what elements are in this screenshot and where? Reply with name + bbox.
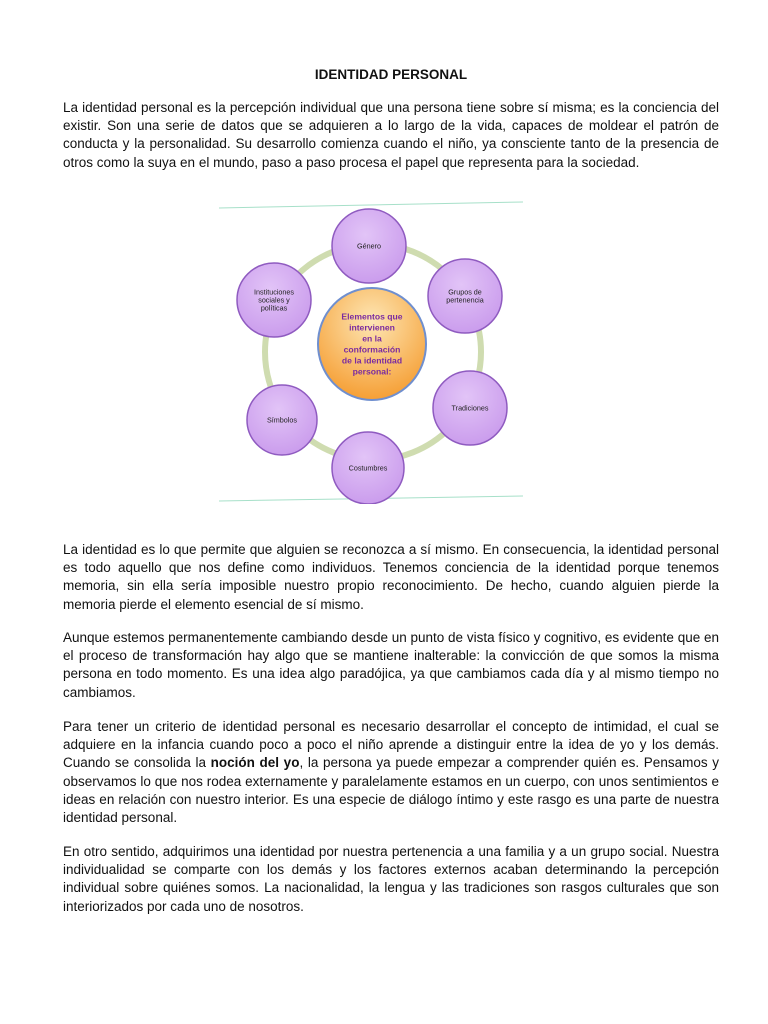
diagram-node-label: Instituciones (254, 287, 294, 297)
diagram-node-label: pertenencia (446, 295, 484, 305)
center-label-line: conformación (343, 344, 401, 355)
diagram-node-tradiciones (433, 371, 507, 445)
center-label-line: de la identidad (341, 355, 403, 366)
document-title: IDENTIDAD PERSONAL (314, 67, 468, 82)
diagram-node-label: Tradiciones (451, 403, 489, 413)
diagram-node-label: Grupos de (448, 287, 482, 297)
top-accent-line (219, 202, 523, 208)
paragraph-1: La identidad personal es la percepción individual que una persona tiene sobre sí misma; es la conciencia del existir. Son una serie de datos que se adquieren a lo largo de la vida, capaces de moldear el patrón de conducta y la personalidad. Su desarrollo comienza cuando el niño, ya consciente tanto de la presencia de otros como la suya en el mundo, paso a paso procesa el papel que representa para la sociedad. (63, 100, 719, 170)
diagram-node-label: sociales y (258, 295, 290, 305)
center-label-line: Elementos que (341, 311, 403, 322)
diagram-node-label: políticas (260, 303, 288, 313)
diagram-node-label: Género (357, 241, 381, 251)
paragraph-3: Aunque estemos permanentemente cambiando desde un punto de vista físico y cognitivo, es evidente que en el proceso de transformación hay algo que se mantiene inalterable: la convicción de que somos la misma persona en todo momento. Es una idea algo paradójica, ya que cambiamos cada día y al mismo tiempo no cambiamos. (63, 630, 719, 700)
diagram-node-instituciones (237, 263, 311, 337)
paragraph-4-text-after: , la persona ya puede empezar a comprender quién es. Pensamos y observamos lo que nos rodea externamente y paralelamente estamos en un cuerpo, con unos sentimientos e ideas en relación con nuestro interior. Es una especie de diálogo íntimo y este rasgo es una parte de nuestra identidad personal. (63, 755, 719, 826)
center-label-line: intervienen (349, 322, 395, 333)
diagram-node-label: Costumbres (348, 463, 388, 473)
identity-elements-diagram (219, 198, 523, 504)
center-element (318, 288, 426, 400)
center-label-line: en la (362, 333, 382, 344)
diagram-node-label: Símbolos (267, 415, 297, 425)
diagram-node-genero (332, 209, 406, 283)
paragraph-4 (63, 718, 719, 827)
diagram-node-grupos-de-pertenencia (428, 259, 502, 333)
paragraph-5: En otro sentido, adquirimos una identidad por nuestra pertenencia a una familia y a un grupo social. Nuestra individualidad se comparte con los demás y los factores externos acaban determinando la percepción individual sobre quiénes somos. La nacionalidad, la lengua y las tradiciones son rasgos culturales que son interiorizados por cada uno de nosotros. (63, 844, 719, 914)
center-label-line: personal: (352, 366, 392, 377)
diagram-node-costumbres (332, 432, 404, 504)
paragraph-2: La identidad es lo que permite que alguien se reconozca a sí mismo. En consecuencia, la identidad personal es todo aquello que nos define como individuos. Tenemos conciencia de la identidad porque tenemos memoria, sin ella sería imposible nuestro propio reconocimiento. De hecho, cuando alguien pierde la memoria pierde el elemento esencial de sí mismo. (63, 542, 719, 612)
paragraph-4-bold-term: noción del yo (210, 755, 300, 771)
diagram-node-simbolos (247, 385, 317, 455)
paragraph-4-text-before: Para tener un criterio de identidad personal es necesario desarrollar el concepto de intimidad, el cual se adquiere en la infancia cuando poco a poco el niño aprende a distinguir entre la idea de yo y los demás. Cuando se consolida la (63, 719, 719, 771)
diagram-canvas (219, 198, 523, 504)
